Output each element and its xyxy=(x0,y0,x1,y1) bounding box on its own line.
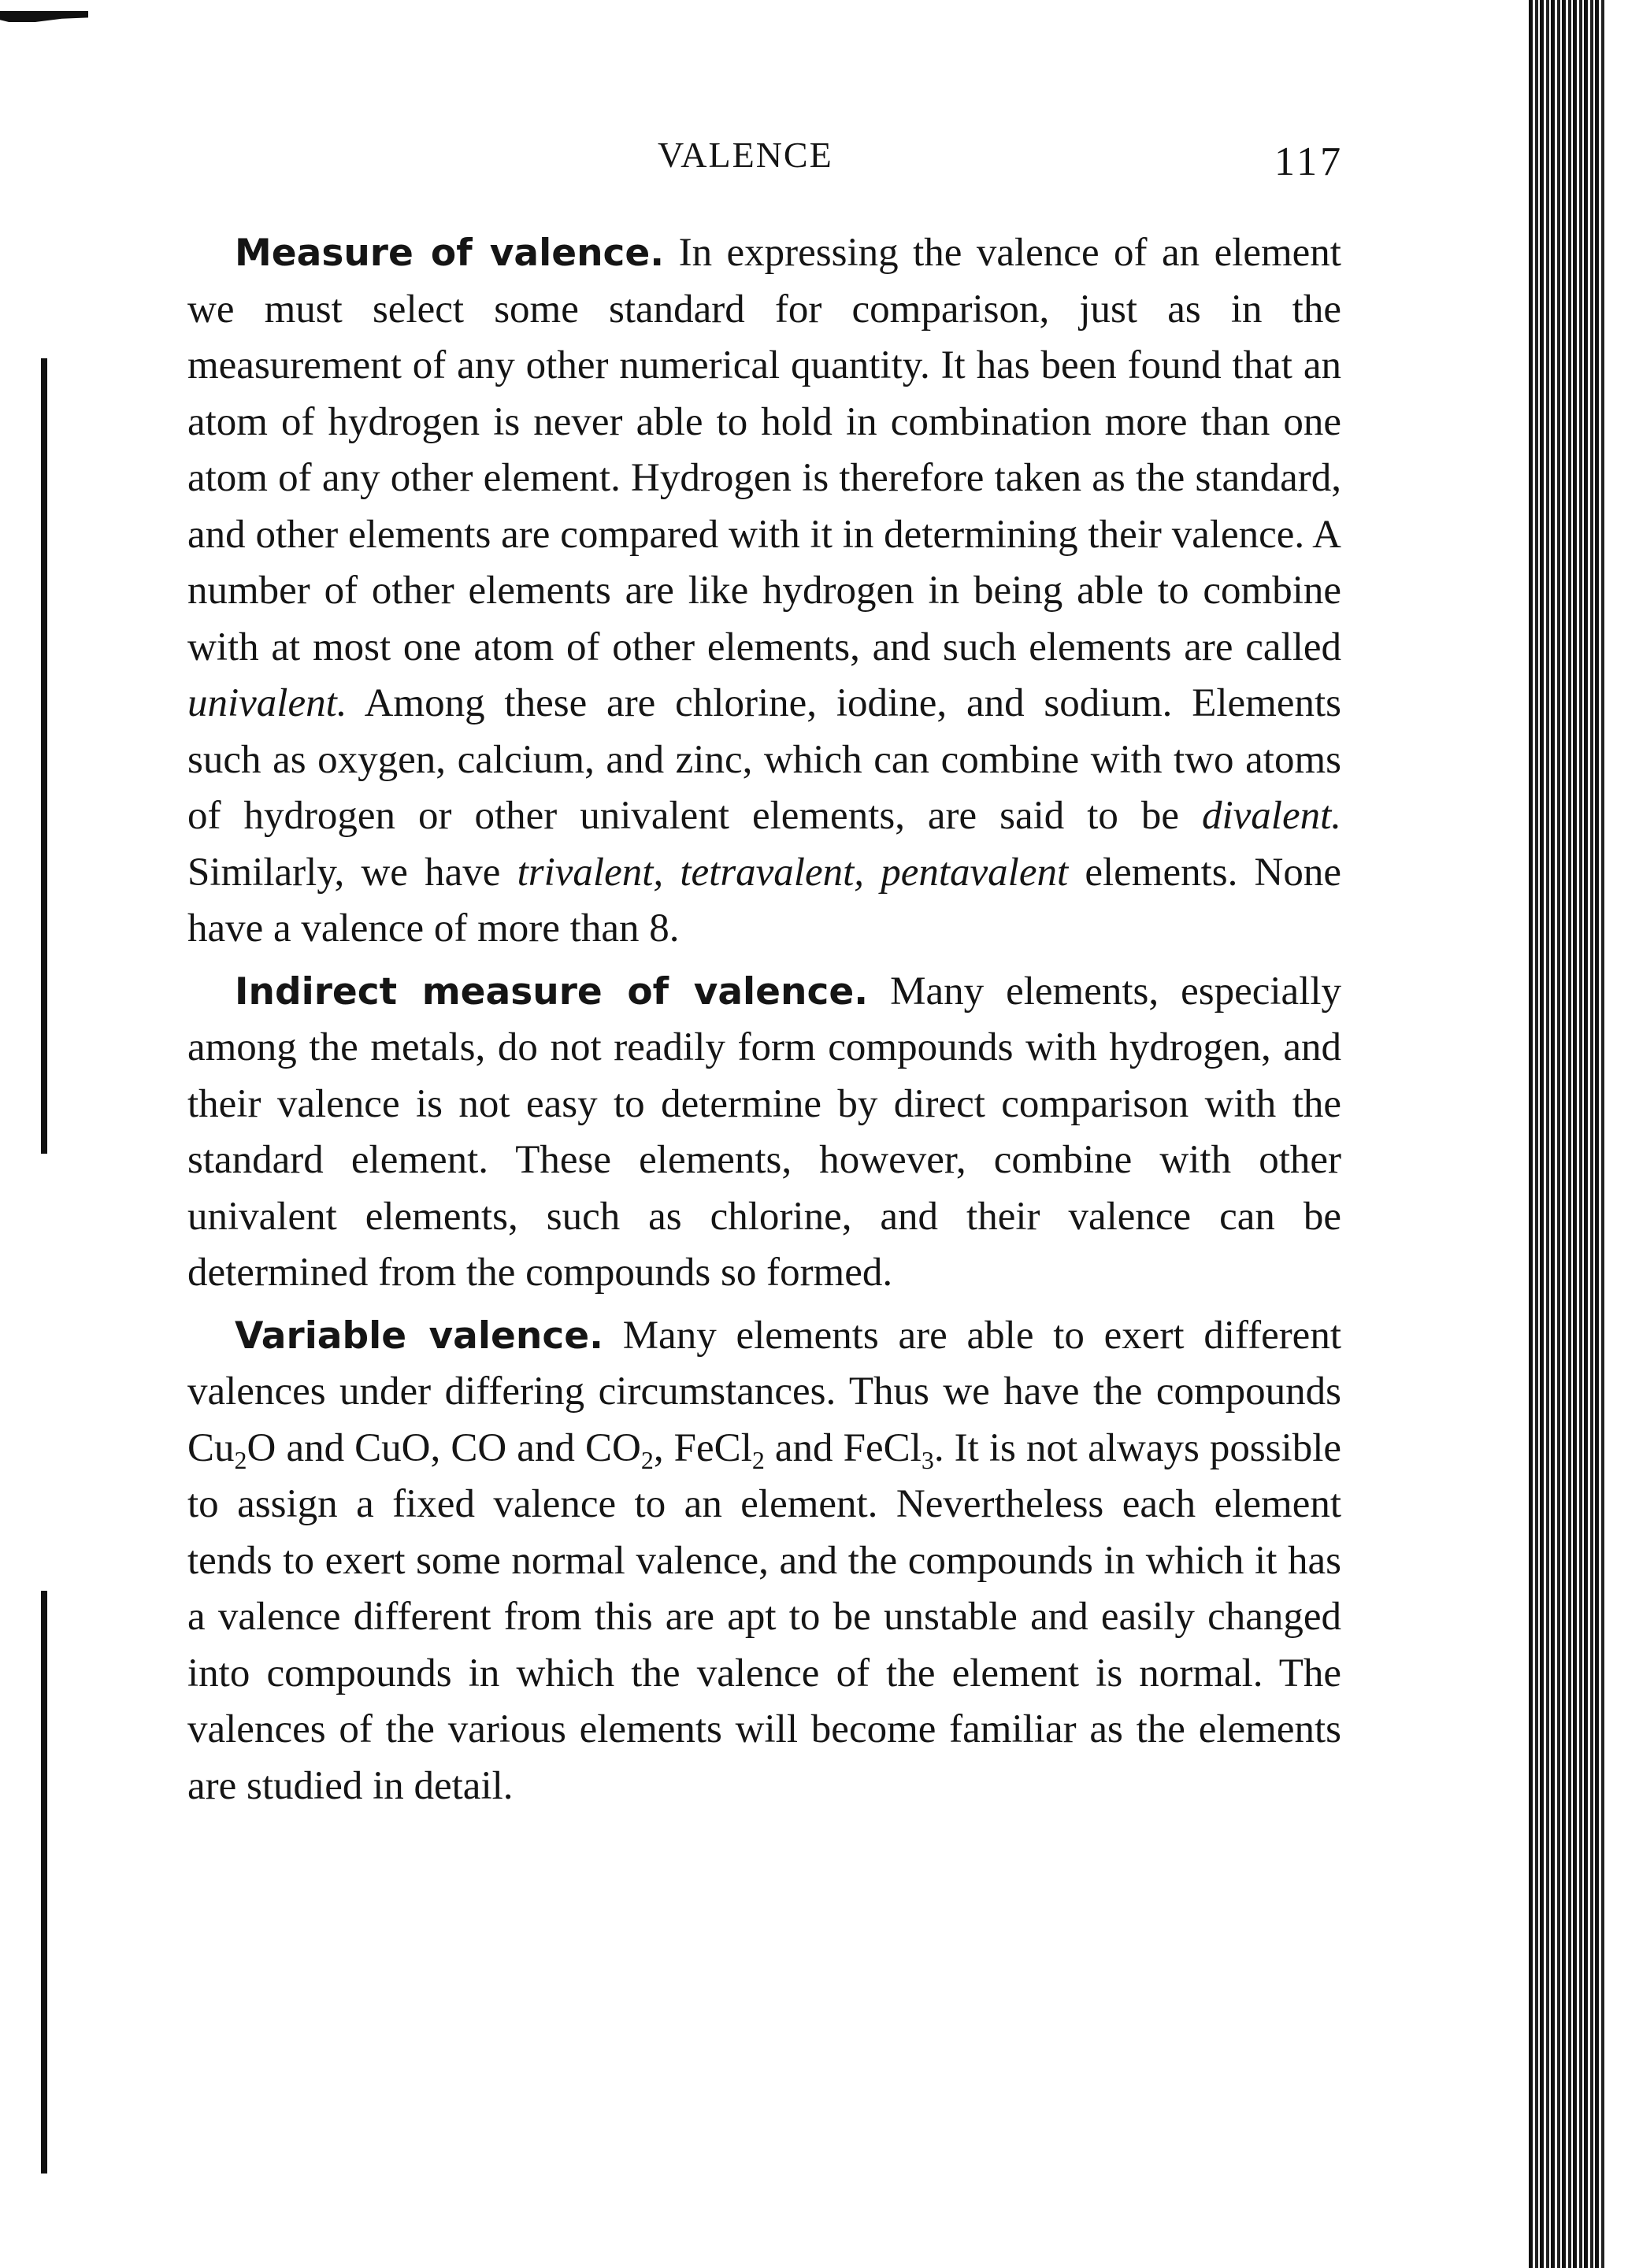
italic-term: divalent. xyxy=(1201,794,1341,838)
paragraph-text: Many elements, especially among the metals, do not readily form compounds with hydrogen, and their valence is not easy to determine by direct comparison with the standard element. These elements, however, combine with other univalent elements, such as chlorine, and their valence can be determined from the compounds so formed. xyxy=(187,969,1341,1295)
italic-term: trivalent, xyxy=(517,850,664,895)
paragraph-measure-of-valence xyxy=(187,225,1341,958)
paragraph-text: Among these are chlorine, iodine, and sodium. Elements such as oxygen, calcium, and zinc, which can combine with two atoms of hydrogen or other univalent elements, are said to be xyxy=(187,681,1341,838)
scan-corner-mark xyxy=(0,11,88,22)
paragraph-text: In expressing the valence of an element we must select some standard for comparison, just as in the measurement of any other numerical quantity. It has been found that an atom of hydrogen is never able to hold in combination more than one atom of any other element. Hydrogen is therefore taken as the standard, and other elements are compared with it in determining their valence. A number of other elements are like hydrogen in being able to combine with at most one atom of other elements, and such elements are called xyxy=(187,231,1341,669)
scan-left-edge-upper xyxy=(41,358,47,1154)
page-number: 117 xyxy=(1274,139,1344,184)
italic-term: univalent. xyxy=(187,681,347,725)
paragraph-text: elements. None have a valence of more than 8. xyxy=(187,850,1342,951)
italic-term: tetravalent, xyxy=(680,850,865,895)
formula-cu2o: $Cu_2O$ xyxy=(187,1425,276,1474)
paragraph-text: . It is not always possible to assign a fixed valence to an element. Nevertheless each element tends to exert some normal valence, and the compounds in which it has a valence different from this are apt to be unstable and easily changed into compounds in which the valence of the element is normal. The valences of the various elements will become familiar as the elements are studied in detail. xyxy=(187,1425,1342,1808)
italic-term: pentavalent xyxy=(881,850,1069,895)
formula-co: CO xyxy=(451,1425,507,1470)
section-heading: Indirect measure of valence. xyxy=(235,969,869,1014)
running-title: VALENCE xyxy=(658,135,833,175)
scan-right-binding-edge xyxy=(1529,0,1604,2268)
body-text xyxy=(187,225,1341,1821)
paragraph-variable-valence: Variable valence. Many elements are able to exert different valences under differing circumstances. Thus we have the compounds $Cu_2O$ and CuO, CO and $CO_2$, FeCl$_2$ and FeCl$_3$. It is not always possible to assign a fixed valence to an element. Nevertheless each element tends to exert some normal valence, and the compounds in which it has a valence different from this are apt to be unstable and easily changed into compounds in which the valence of the element is normal. The valences of the various elements will become familiar as the elements are studied in detail. xyxy=(187,1313,1342,1808)
formula-co2: $CO_2$ xyxy=(584,1425,654,1474)
formula-fecl2: FeCl$_2$ xyxy=(673,1425,765,1474)
paragraph-indirect-measure xyxy=(187,964,1341,1302)
section-heading: Measure of valence. xyxy=(235,232,665,275)
formula-cuo: CuO xyxy=(354,1425,431,1470)
paragraph-text: Many elements are able to exert different valences under differing circumstances. Thus we have the compounds xyxy=(187,1313,1341,1414)
formula-fecl3: FeCl$_3$ xyxy=(843,1425,934,1474)
scan-left-edge-lower xyxy=(41,1591,47,2174)
paragraph-text: Similarly, we have xyxy=(187,850,517,895)
section-heading: Variable valence. xyxy=(235,1314,603,1358)
